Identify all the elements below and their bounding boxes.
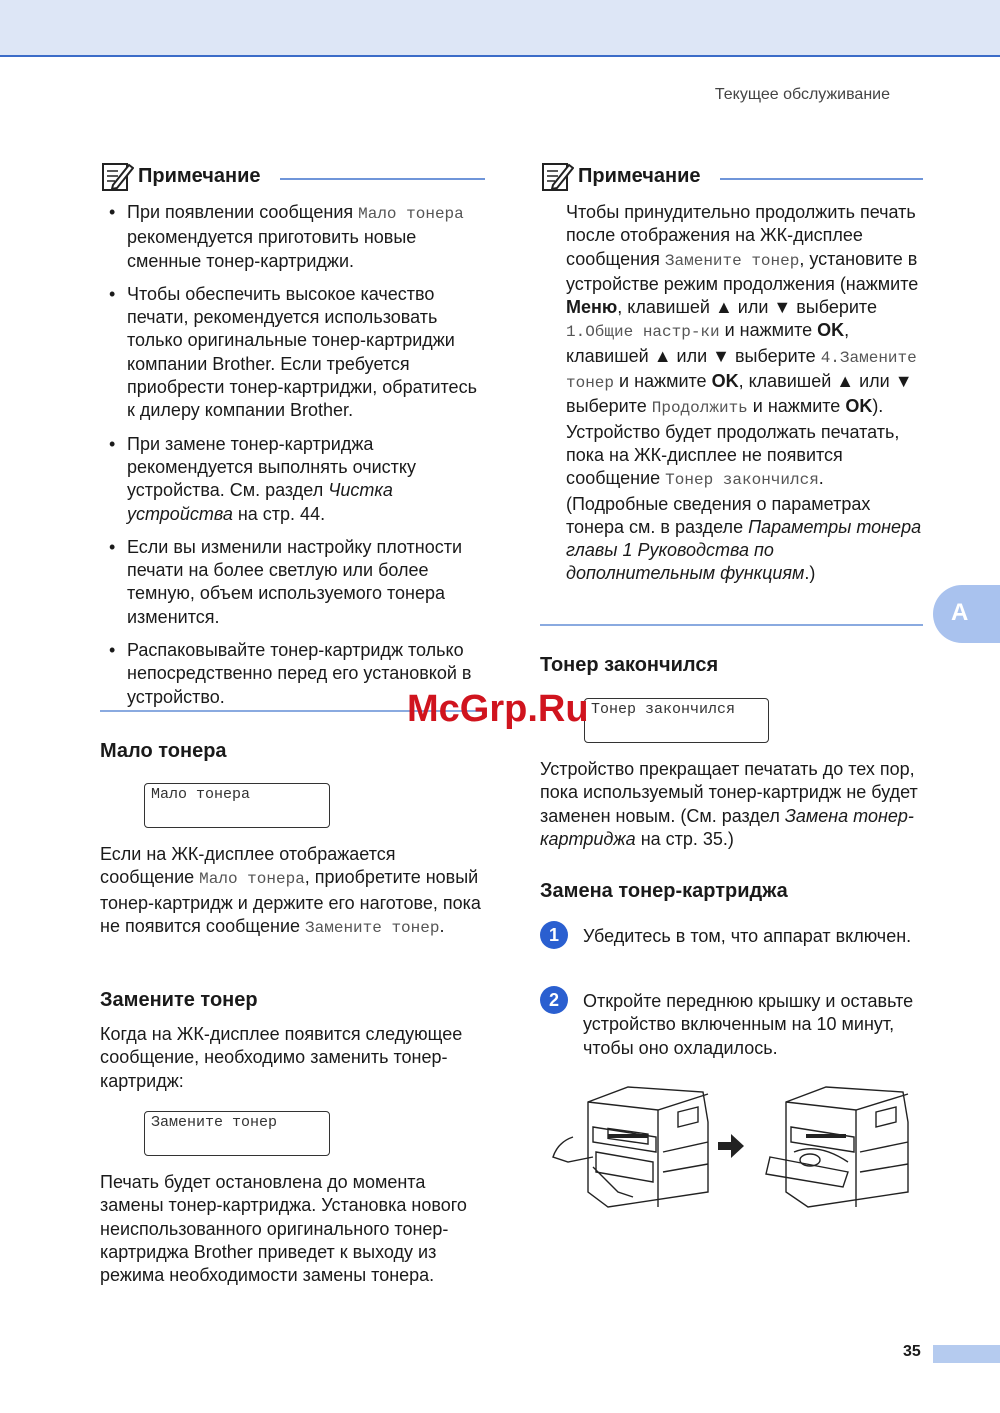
step-number: 1: [540, 921, 568, 949]
note-pencil-icon: [540, 161, 574, 193]
note-header: [540, 165, 923, 197]
low-toner-text: Если на ЖК-дисплее отображается сообщение Мало тонера, приобретите новый тонер-картридж и держите его наготове, пока не появится сообщение Замените тонер.: [100, 844, 481, 937]
step-number: 2: [540, 986, 568, 1014]
arrow-right-icon: [718, 1134, 744, 1158]
lcd-display: Тонер закончился: [584, 698, 769, 743]
replace-toner-text: Печать будет остановлена до момента замены тонер-картриджа. Установка нового неиспользованного оригинального тонер-картриджа Brother приведет к выходу из режима необходимости замены тонера.: [100, 1172, 467, 1286]
toner-ended-heading: Тонер закончился: [540, 654, 719, 676]
section-separator: [540, 624, 923, 626]
replace-toner-heading: Замените тонер: [100, 989, 258, 1011]
note-rule: [280, 178, 485, 180]
page-number: 35: [903, 1343, 921, 1360]
chapter-tab: A: [933, 585, 1000, 643]
toner-ended-text: Устройство прекращает печатать до тех пор, пока используемый тонер-картридж не будет заменен новым. (См. раздел Замена тонер-картриджа на стр. 35.): [540, 759, 918, 849]
running-header: Текущее обслуживание: [714, 86, 890, 103]
note-body: Чтобы принудительно продолжить печать после отображения на ЖК-дисплее сообщения Замените тонер, установите в устройстве режим продолжения (нажмите Меню, клавишей ▲ или ▼ выберите 1.Общие настр-ки и нажмите OK, клавишей ▲ или ▼ выберите 4.Замените тонер и нажмите OK, клавишей ▲ или ▼ выберите Продолжить и нажмите OK). Устройство будет продолжать печатать, пока на ЖК-дисплее не появится сообщение Тонер закончился. (Подробные сведения о параметрах тонера см. в разделе Параметры тонера главы 1 Руководства по дополнительным функциям.): [566, 202, 922, 584]
top-band: [0, 0, 1000, 57]
list-item: • Чтобы обеспечить высокое качество печати, рекомендуется использовать только оригинальные тонер-картриджи компании Brother. Если требуется приобрести тонер-картриджи, обратитесь к дилеру компании Brother.: [100, 283, 485, 423]
step-text: Убедитесь в том, что аппарат включен.: [583, 926, 912, 946]
lcd-display: Мало тонера: [144, 783, 330, 828]
page-number-bar: [933, 1345, 1000, 1363]
list-item: • При замене тонер-картриджа рекомендуется выполнять очистку устройства. См. раздел Чистка устройства на стр. 44.: [100, 433, 485, 526]
right-note: [540, 165, 923, 586]
list-item: • Если вы изменили настройку плотности печати на более светлую или более темную, объем используемого тонера изменится.: [100, 536, 485, 629]
note-header: [100, 165, 485, 197]
replace-toner-intro: Когда на ЖК-дисплее появится следующее сообщение, необходимо заменить тонер-картридж:: [100, 1024, 463, 1091]
lcd-display: Замените тонер: [144, 1111, 330, 1156]
note-pencil-icon: [100, 161, 134, 193]
note-title: Примечание: [578, 165, 701, 187]
step-text: Откройте переднюю крышку и оставьте устройство включенным на 10 минут, чтобы оно охладилось.: [583, 991, 914, 1058]
note-rule: [720, 178, 923, 180]
low-toner-heading: Мало тонера: [100, 740, 227, 762]
watermark: McGrp.Ru: [407, 688, 589, 730]
note-bullets: [100, 201, 485, 709]
replace-cartridge-heading: Замена тонер-картриджа: [540, 880, 788, 902]
left-note: [100, 165, 485, 719]
list-item: • Распаковывайте тонер-картридж только непосредственно перед его установкой в устройство.: [100, 639, 485, 709]
list-item: • При появлении сообщения Мало тонера рекомендуется приготовить новые сменные тонер-картриджи.: [100, 201, 485, 273]
printer-illustration: [548, 1082, 928, 1217]
note-title: Примечание: [138, 165, 261, 187]
